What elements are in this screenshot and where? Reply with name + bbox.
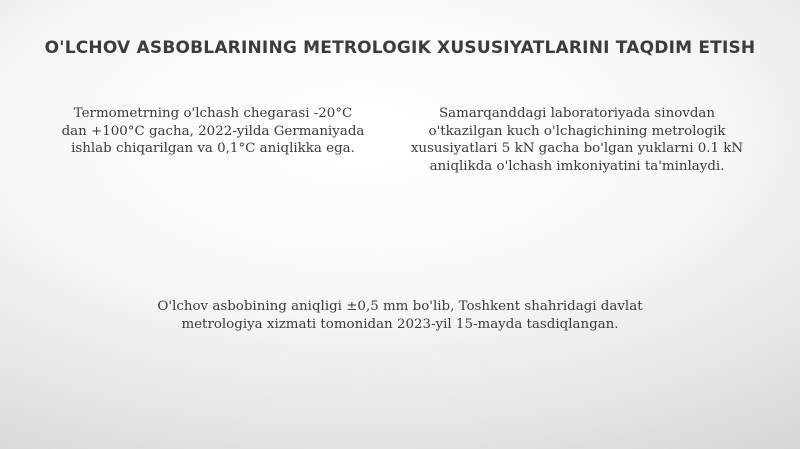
instrument-accuracy-description [120, 298, 680, 333]
slide-title: O'LCHOV ASBOBLARINING METROLOGIK XUSUSIYATLARINI TAQDIM ETISH [44, 38, 756, 58]
text-line: o'tkazilgan kuch o'lchagichining metrologik [428, 123, 726, 139]
text-line: Samarqanddagi laboratoriyada sinovdan [438, 106, 715, 121]
text-line: metrologiya xizmati tomonidan 2023-yil 15-mayda tasdiqlangan. [181, 316, 619, 332]
text-line: dan +100°C gacha, 2022-yilda Germaniyada [61, 123, 365, 139]
thermometer-description [48, 105, 378, 158]
text-line: aniqlikda o'lchash imkoniyatini ta'minlaydi. [429, 158, 725, 174]
text-line: ishlab chiqarilgan va 0,1°C aniqlikka ega. [71, 141, 355, 156]
force-meter-description [392, 105, 762, 175]
text-line: O'lchov asbobining aniqligi ±0,5 mm bo'lib, Toshkent shahridagi davlat [157, 299, 643, 314]
text-line: Termometrning o'lchash chegarasi -20°C [73, 106, 353, 121]
text-line: xususiyatlari 5 kN gacha bo'lgan yuklarni 0.1 kN [410, 141, 744, 156]
